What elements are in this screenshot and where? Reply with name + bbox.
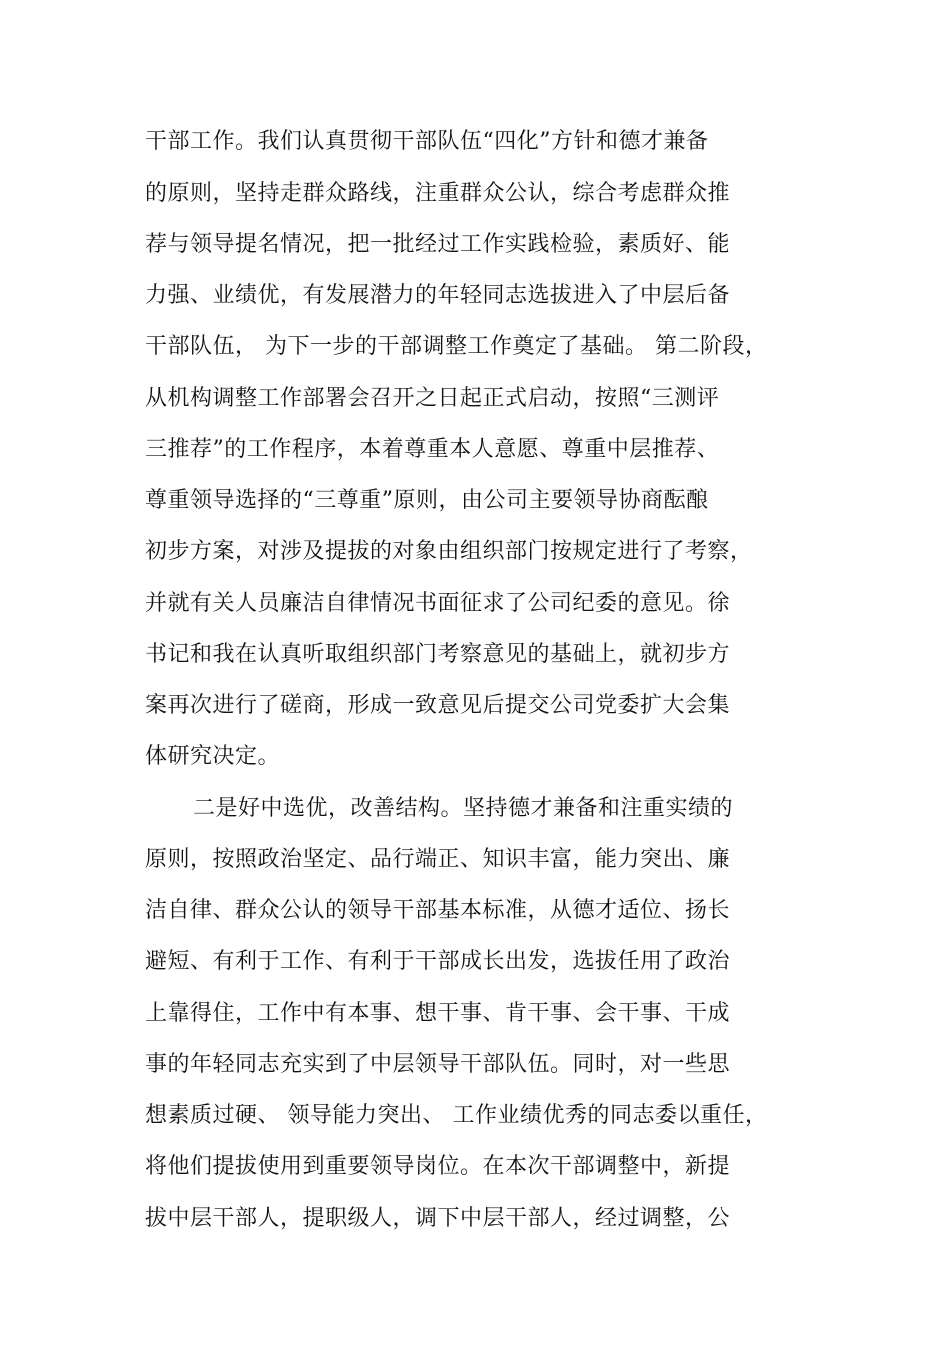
text-line-7: 三推荐”的工作程序，本着尊重本人意愿、尊重中层推荐、	[145, 437, 720, 462]
text-line-6: 从机构调整工作部署会召开之日起正式启动，按照“三测评	[145, 386, 720, 411]
text-line-4: 力强、业绩优，有发展潜力的年轻同志选拔进入了中层后备	[145, 283, 731, 308]
text-line-21: 将他们提拔使用到重要领导岗位。在本次干部调整中，新提	[145, 1154, 731, 1179]
text-line-13: 体研究决定。	[145, 744, 281, 769]
text-line-8: 尊重领导选择的“三尊重”原则，由公司主要领导协商酝酿	[145, 488, 709, 513]
text-line-10: 并就有关人员廉洁自律情况书面征求了公司纪委的意见。徐	[145, 591, 731, 616]
text-line-18: 上靠得住，工作中有本事、想干事、肯干事、会干事、干成	[145, 1001, 731, 1026]
text-line-15: 原则，按照政治坚定、品行端正、知识丰富，能力突出、廉	[145, 847, 731, 872]
text-line-5: 干部队伍， 为下一步的干部调整工作奠定了基础。 第二阶段，	[145, 334, 768, 359]
text-line-3: 荐与领导提名情况，把一批经过工作实践检验，素质好、能	[145, 232, 731, 257]
text-line-1: 干部工作。我们认真贯彻干部队伍“四化”方针和德才兼备	[145, 129, 709, 154]
text-line-19: 事的年轻同志充实到了中层领导干部队伍。同时，对一些思	[145, 1052, 731, 1077]
text-line-12: 案再次进行了磋商，形成一致意见后提交公司党委扩大会集	[145, 693, 731, 718]
text-line-16: 洁自律、群众公认的领导干部基本标准，从德才适位、扬长	[145, 898, 731, 923]
text-line-2: 的原则，坚持走群众路线，注重群众公认，综合考虑群众推	[145, 181, 731, 206]
paragraph-start-line: 二是好中选优，改善结构。坚持德才兼备和注重实绩的	[193, 796, 734, 821]
text-line-22: 拔中层干部人，提职级人，调下中层干部人，经过调整，公	[145, 1206, 731, 1231]
text-line-20: 想素质过硬、 领导能力突出、 工作业绩优秀的同志委以重任，	[145, 1103, 768, 1128]
text-line-17: 避短、有利于工作、有利于干部成长出发，选拔任用了政治	[145, 949, 731, 974]
text-line-11: 书记和我在认真听取组织部门考察意见的基础上，就初步方	[145, 642, 731, 667]
text-line-9: 初步方案，对涉及提拔的对象由组织部门按规定进行了考察，	[145, 539, 753, 564]
